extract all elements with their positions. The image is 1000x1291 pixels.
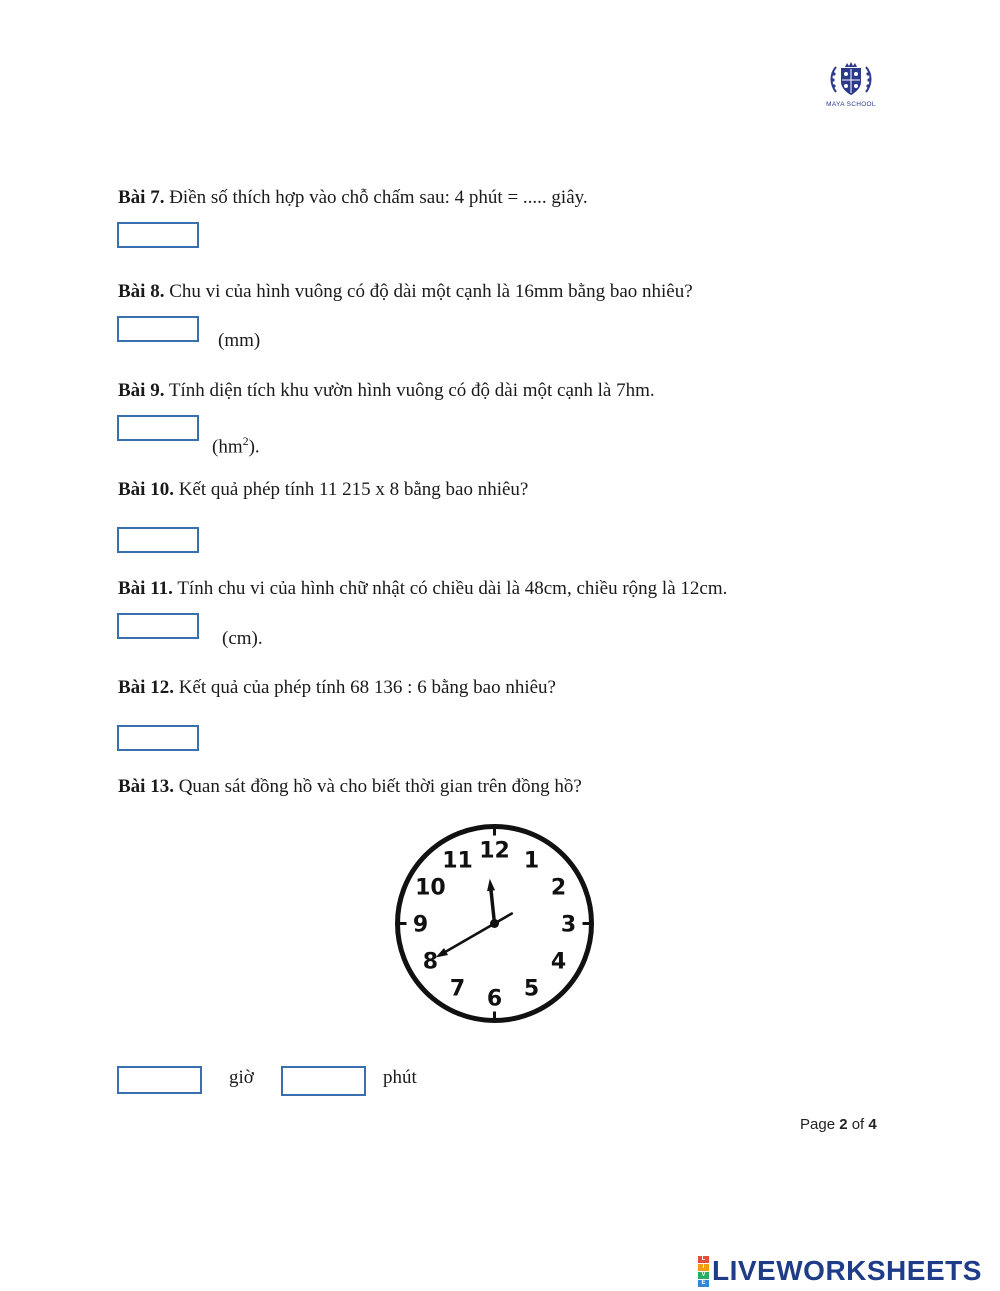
page-of: of [847,1116,869,1133]
question-text: Kết quả phép tính 11 215 x 8 bằng bao nhiêu? [173,479,529,500]
question-text: Tính diện tích khu vườn hình vuông có độ dài một cạnh là 7hm. [164,380,655,401]
question-9 [118,380,655,402]
question-7 [118,187,588,209]
answer-input-hour[interactable] [117,1066,202,1094]
school-logo [818,62,884,112]
liveworksheets-logo [698,1254,982,1288]
answer-input-minute[interactable] [281,1066,366,1096]
unit-label-cm: (cm). [222,628,263,649]
answer-input-bai7[interactable] [117,222,199,248]
live-badge [698,1256,709,1287]
unit-label-minute: phút [383,1067,417,1088]
question-13 [118,776,582,798]
live-letter-i: I [698,1264,709,1271]
liveworksheets-wordmark: LIVEWORKSHEETS [712,1255,982,1286]
clock-number: 9 [412,912,429,938]
clock-number: 11 [442,848,473,874]
unit-label-hm2 [212,430,260,458]
live-letter-l: L [698,1256,709,1263]
answer-input-bai9[interactable] [117,415,199,441]
question-10 [118,479,528,501]
unit-label-mm: (mm) [218,330,261,351]
clock-number: 3 [560,912,577,938]
question-label: Bài 11. [118,578,173,599]
live-letter-e: E [698,1280,709,1287]
answer-input-bai8[interactable] [117,316,199,342]
answer-input-bai11[interactable] [117,613,199,639]
crest-icon [828,62,874,100]
question-label: Bài 7. [118,187,165,208]
question-label: Bài 9. [118,380,165,401]
clock-number: 7 [449,976,466,1002]
question-label: Bài 13. [118,776,174,797]
clock-number: 2 [550,875,567,901]
question-label: Bài 10. [118,479,174,500]
unit-label-hour: giờ [229,1067,254,1088]
school-name: MAYA SCHOOL [826,101,876,108]
question-8 [118,281,693,303]
answer-input-bai12[interactable] [117,725,199,751]
clock-center [490,919,499,928]
page-prefix: Page [800,1116,840,1133]
live-letter-v: V [698,1272,709,1279]
answer-input-bai10[interactable] [117,527,199,553]
clock-number: 8 [422,949,439,975]
clock-number: 1 [523,848,540,874]
question-text: Tính chu vi của hình chữ nhật có chiều dài là 48cm, chiều rộng là 12cm. [172,578,728,599]
question-text: Điền số thích hợp vào chỗ chấm sau: 4 phút = ..... giây. [164,187,588,208]
question-11 [118,578,727,600]
page-current: 2 [839,1116,848,1133]
question-label: Bài 12. [118,677,174,698]
clock-image [393,822,596,1025]
page-total: 4 [868,1116,877,1133]
unit-base: (hm [212,436,243,458]
question-text: Quan sát đồng hồ và cho biết thời gian trên đồng hồ? [173,776,582,797]
unit-tail: ). [248,436,260,458]
question-text: Chu vi của hình vuông có độ dài một cạnh là 16mm bằng bao nhiêu? [164,281,693,302]
clock-number: 10 [415,875,446,901]
clock-number: 4 [550,949,567,975]
question-label: Bài 8. [118,281,165,302]
clock-number: 5 [523,976,540,1002]
question-12 [118,677,556,699]
clock-number: 6 [486,986,503,1012]
page-number [800,1116,877,1133]
question-text: Kết quả của phép tính 68 136 : 6 bằng bao nhiêu? [173,677,556,698]
clock-number: 12 [479,838,510,864]
unit-exponent: 2 [242,434,249,448]
